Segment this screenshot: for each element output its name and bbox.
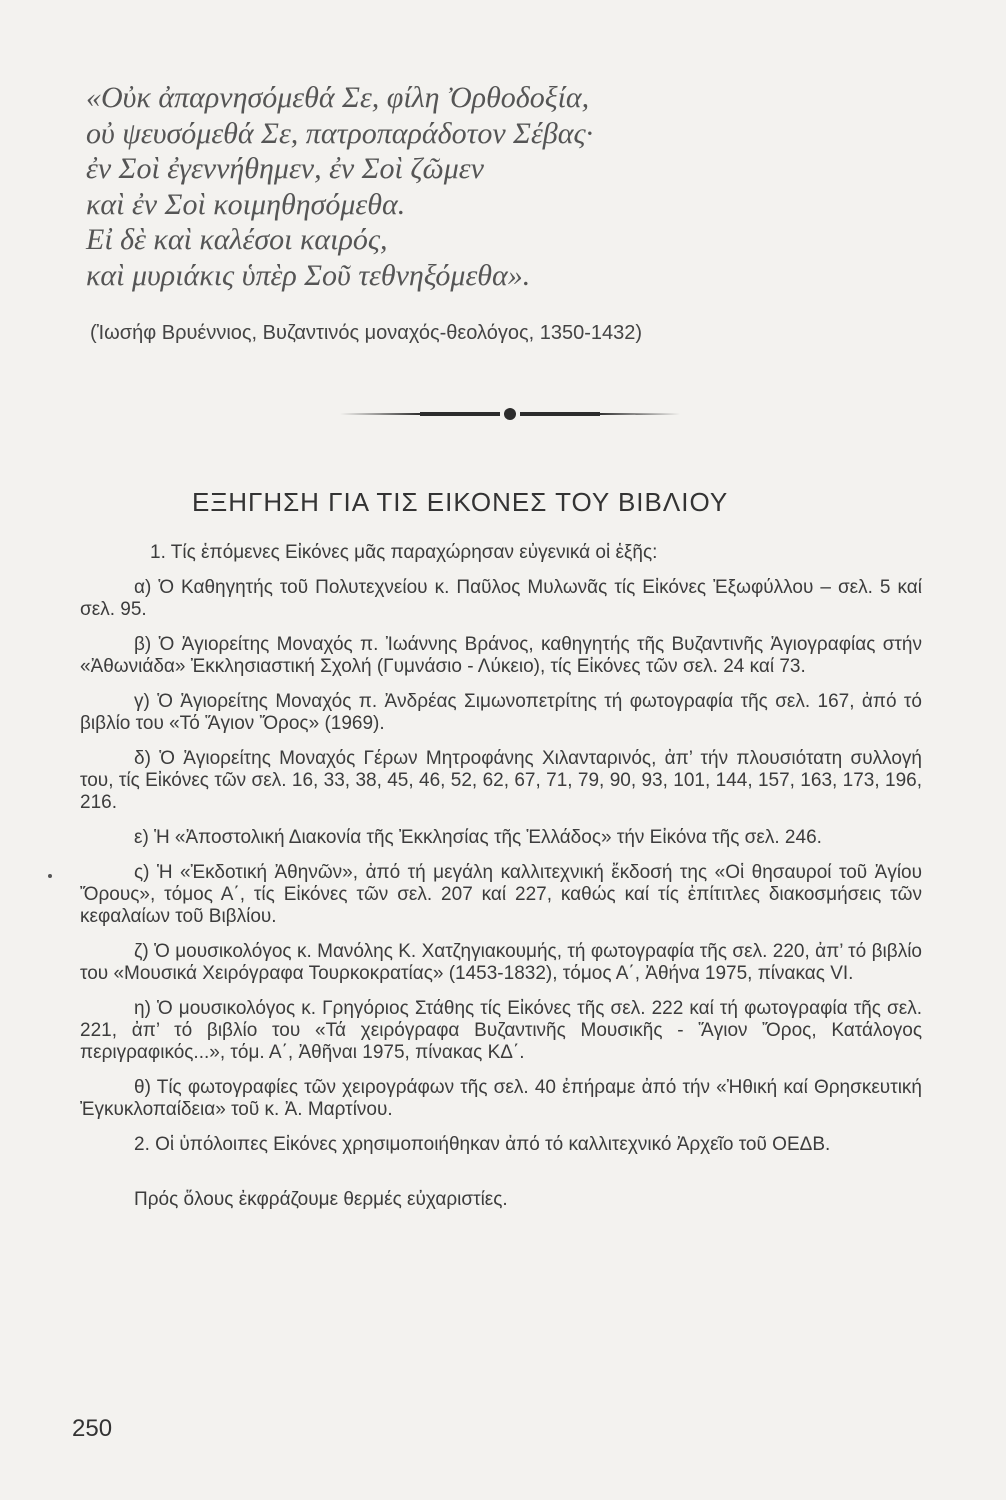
page-number: 250 — [72, 1415, 113, 1442]
ornament-divider-icon — [340, 404, 680, 424]
list-item-gamma: γ) Ὁ Ἁγιορείτης Μοναχός π. Ἀνδρέας Σιμωνοπετρίτης τή φωτογραφία τῆς σελ. 167, ἀπό τό βιβλίο του «Τό Ἅγιον Ὄρος» (1969). — [80, 691, 922, 734]
epigraph-line: καὶ μυριάκις ὑπὲρ Σοῦ τεθνηξόμεθα». — [86, 258, 531, 292]
epigraph-line: οὐ ψευσόμεθά Σε, πατροπαράδοτον Σέβας· — [86, 116, 594, 150]
paragraph-intro: 1. Τίς ἑπόμενες Εἰκόνες μᾶς παραχώρησαν εὐγενικά οἱ ἑξῆς: — [150, 542, 658, 563]
list-item-zeta: ζ) Ὁ μουσικολόγος κ. Μανόλης Κ. Χατζηγιακουμής, τή φωτογραφία τῆς σελ. 220, ἀπ’ τό βιβλίο του «Μουσικά Χειρόγραφα Τουρκοκρατίας» (1453-1832), τόμος Α΄, Ἀθήνα 1975, πίνακας VI. — [80, 941, 922, 984]
list-item-delta: δ) Ὁ Ἁγιορείτης Μοναχός Γέρων Μητροφάνης Χιλανταρινός, ἀπ’ τήν πλουσιότατη συλλογή του, τίς Εἰκόνες τῶν σελ. 16, 33, 38, 45, 46, 52, 62, 67, 71, 79, 90, 93, 101, 144, 157, 163, 173, 196, 216. — [80, 748, 922, 813]
epigraph-line: Εἰ δὲ καὶ καλέσοι καιρός, — [86, 223, 388, 256]
list-item-beta: β) Ὁ Ἁγιορείτης Μοναχός π. Ἰωάννης Βράνος, καθηγητής τῆς Βυζαντινῆς Ἁγιογραφίας στήν «Ἀθωνιάδα» Ἐκκλησιαστική Σχολή (Γυμνάσιο - Λύκειο), τίς Εἰκόνες τῶν σελ. 24 καί 73. — [80, 634, 922, 677]
epigraph-line: ἐν Σοὶ ἐγεννήθημεν, ἐν Σοὶ ζῶμεν — [86, 152, 484, 185]
epigraph-line: καὶ ἐν Σοὶ κοιμηθησόμεθα. — [86, 187, 406, 221]
epigraph — [86, 80, 886, 293]
closing-thanks: Πρός ὅλους ἐκφράζουμε θερμές εὐχαριστίες. — [134, 1189, 508, 1210]
list-item-theta: θ) Τίς φωτογραφίες τῶν χειρογράφων τῆς σελ. 40 ἐπήραμε ἀπό τήν «Ἠθική καί Θρησκευτική Ἐγκυκλοπαίδεια» τοῦ κ. Ἀ. Μαρτίνου. — [80, 1077, 922, 1120]
list-item-eta: η) Ὁ μουσικολόγος κ. Γρηγόριος Στάθης τίς Εἰκόνες τῆς σελ. 222 καί τή φωτογραφία τῆς σελ. 221, ἀπ’ τό βιβλίο του «Τά χειρόγραφα Βυζαντινῆς Μουσικῆς - Ἅγιον Ὄρος, Κατάλογος περιγραφικός...», τόμ. Α΄, Ἀθῆναι 1975, πίνακας ΚΔ΄. — [80, 998, 922, 1063]
epigraph-attribution: (Ἰωσήφ Βρυέννιος, Βυζαντινός μοναχός-θεολόγος, 1350-1432) — [90, 322, 643, 344]
list-item-alpha: α) Ὁ Καθηγητής τοῦ Πολυτεχνείου κ. Παῦλος Μυλωνᾶς τίς Εἰκόνες Ἐξωφύλλου – σελ. 5 καί σελ. 95. — [80, 577, 922, 620]
list-item-epsilon: ε) Ἡ «Ἀποστολική Διακονία τῆς Ἐκκλησίας τῆς Ἑλλάδος» τήν Εἰκόνα τῆς σελ. 246. — [134, 827, 822, 848]
print-speck — [48, 874, 52, 878]
list-item-stigma: ς) Ἡ «Ἐκδοτική Ἀθηνῶν», ἀπό τή μεγάλη καλλιτεχνική ἔκδοσή της «Οἱ θησαυροί τοῦ Ἁγίου Ὄρους», τόμος Α΄, τίς Εἰκόνες τῶν σελ. 207 καί 227, καθώς καί τίς ἐπίτιτλες διακοσμήσεις τῶν κεφαλαίων τοῦ Βιβλίου. — [80, 862, 922, 927]
paragraph-two: 2. Οἱ ὑπόλοιπες Εἰκόνες χρησιμοποιήθηκαν ἀπό τό καλλιτεχνικό Ἀρχεῖο τοῦ ΟΕΔΒ. — [134, 1134, 831, 1155]
section-heading: ΕΞΗΓΗΣΗ ΓΙΑ ΤΙΣ ΕΙΚΟΝΕΣ ΤΟΥ ΒΙΒΛΙΟΥ — [192, 487, 729, 517]
body-text — [80, 542, 922, 1211]
epigraph-line: «Οὐκ ἀπαρνησόμεθά Σε, φίλη Ὀρθοδοξία, — [86, 81, 590, 114]
